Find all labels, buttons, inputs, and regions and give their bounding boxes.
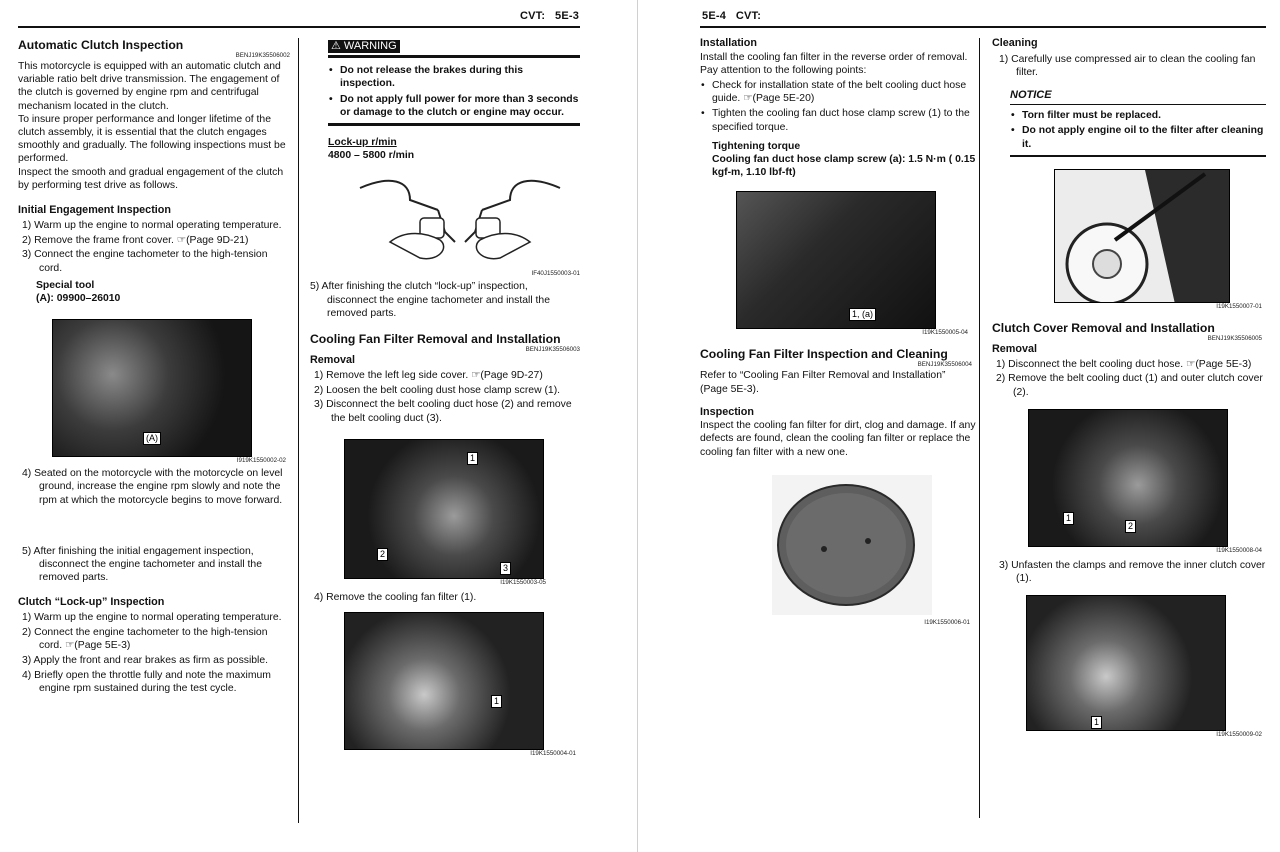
warning-bar xyxy=(328,123,580,126)
photo-callout: 2 xyxy=(1125,520,1136,533)
section-code: BENJ19K35506003 xyxy=(525,346,580,354)
step-item: 3) Connect the engine tachometer to the high-tension cord. xyxy=(22,249,268,274)
step-item: 1) Carefully use compressed air to clean the cooling fan filter. xyxy=(999,53,1256,78)
warning-item: • Do not apply full power for more than 3 seconds or damage to the clutch or engine may occur. xyxy=(328,93,580,119)
air-cleaning-drawing xyxy=(1055,170,1230,303)
header-rule xyxy=(700,26,1266,28)
step-list xyxy=(314,369,580,425)
subsection-title: Cleaning xyxy=(992,37,1038,49)
left-page xyxy=(0,0,637,852)
step-list xyxy=(22,219,290,275)
step-item: 3) Unfasten the clamps and remove the inner clutch cover (1). xyxy=(999,559,1266,585)
step-item: 1) Remove the left leg side cover. ☞(Page 9D-27) xyxy=(314,370,543,382)
section-code: BENJ19K35506004 xyxy=(917,361,972,369)
section-title: Automatic Clutch Inspection xyxy=(18,38,184,52)
step-list xyxy=(22,467,290,584)
step-item: 2) Loosen the belt cooling dust hose clamp screw (1). xyxy=(314,384,561,396)
section-title: Cooling Fan Filter Inspection and Cleaning xyxy=(700,347,948,362)
lockup-label: Lock-up r/min xyxy=(328,137,397,149)
photo-callout: 1 xyxy=(491,695,502,708)
column-divider xyxy=(979,38,980,818)
notice-label: NOTICE xyxy=(1010,89,1266,105)
figure-code: I19K1550007-01 xyxy=(1216,302,1262,310)
figure-code: I19K1550003-05 xyxy=(500,578,546,586)
figure-code: I19K1550006-01 xyxy=(924,618,970,626)
paragraph: To insure proper performance and longer lifetime of the clutch assembly, it is essential that the clutch engages smoothly and gradually. The following inspections must be performed. xyxy=(18,113,286,165)
section-title: Clutch Cover Removal and Installation xyxy=(992,320,1215,335)
figure-code: I19K1550005-04 xyxy=(922,329,968,337)
step-item: 2) Remove the belt cooling duct (1) and outer clutch cover (2). xyxy=(996,373,1263,398)
step-item: 2) Connect the engine tachometer to the high-tension cord. ☞(Page 5E-3) xyxy=(22,627,268,652)
bullet-item: • Tighten the cooling fan duct hose clamp screw (1) to the specified torque. xyxy=(700,107,976,133)
left-header xyxy=(520,10,579,22)
photo-callout: (A) xyxy=(143,432,161,445)
torque-value: Cooling fan duct hose clamp screw (a): 1.5 N·m ( 0.15 kgf-m, 1.10 lbf-ft) xyxy=(712,153,976,179)
header-page-number: 5E-4 xyxy=(702,10,727,22)
notice-item: • Torn filter must be replaced. xyxy=(1010,109,1266,122)
subsection-title: Removal xyxy=(992,342,1038,355)
photo-fan-filter xyxy=(344,612,544,750)
section-code: BENJ19K35506002 xyxy=(235,52,290,59)
notice-list xyxy=(1010,109,1266,151)
section-title: Cooling Fan Filter Removal and Installation xyxy=(310,332,561,347)
left-column-2 xyxy=(310,40,580,758)
step-item: 1) Warm up the engine to normal operating temperature. xyxy=(22,220,282,232)
photo-callout: 1, (a) xyxy=(849,308,876,321)
warning-list xyxy=(328,64,580,119)
step-item: 3) Disconnect the belt cooling duct hose (2) and remove the belt cooling duct (3). xyxy=(314,399,572,424)
paragraph: Refer to “Cooling Fan Filter Removal and Installation” (Page 5E-3). xyxy=(700,370,946,395)
photo-clamp-screw xyxy=(736,191,936,329)
photo-inner-cover xyxy=(1026,595,1226,731)
header-section: CVT: xyxy=(520,10,546,22)
subsection-title: Installation xyxy=(700,37,757,49)
photo-tachometer xyxy=(52,319,252,457)
photo-callout: 3 xyxy=(500,562,511,575)
photo-outer-cover xyxy=(1028,409,1228,547)
figure-code: IF40J1550003-01 xyxy=(531,270,580,278)
figure-code: I19K1550008-04 xyxy=(1216,546,1262,554)
section-code: BENJ19K35506005 xyxy=(1207,334,1262,342)
lockup-value: 4800 – 5800 r/min xyxy=(328,150,415,162)
paragraph: This motorcycle is equipped with an automatic clutch and variable ratio belt drive transmission. The engagement of the clutch is governed by engine rpm and centrifugal mechanism located in the clutch. xyxy=(18,61,281,112)
photo-callout: 2 xyxy=(377,548,388,561)
step-list xyxy=(996,358,1266,399)
warning-label: ⚠ WARNING xyxy=(328,40,400,53)
right-header xyxy=(702,10,761,22)
warning-item: • Do not release the brakes during this inspection. xyxy=(328,64,580,90)
step-item: 5) After finishing the initial engagement inspection, disconnect the engine tachometer and install the removed parts. xyxy=(22,545,262,584)
figure-code: I19K1550009-02 xyxy=(1216,731,1262,739)
step-item: 3) Apply the front and rear brakes as firm as possible. xyxy=(22,655,269,667)
subsection-title: Removal xyxy=(310,354,356,367)
step-item: 4) Seated on the motorcycle with the motorcycle on level ground, increase the engine rpm slowly and note the rpm at which the motorcycle begins to move forward. xyxy=(22,468,283,506)
step-item: 5) After finishing the clutch “lock-up” inspection, disconnect the engine tachometer and install the removed parts. xyxy=(310,281,550,319)
right-column-2 xyxy=(992,37,1266,739)
paragraph: Inspect the cooling fan filter for dirt, clog and damage. If any defects are found, clean the cooling fan filter or replace the cooling fan filter with a new one. xyxy=(700,420,976,458)
left-column-1 xyxy=(18,38,290,695)
subsection-title: Inspection xyxy=(700,405,754,418)
header-section: CVT: xyxy=(735,10,762,22)
figure-code: I919K1550002-02 xyxy=(236,457,286,465)
step-item: 2) Remove the frame front cover. ☞(Page 9D-21) xyxy=(22,234,249,246)
notice-rule xyxy=(1010,155,1266,157)
step-item: 1) Warm up the engine to normal operating temperature. xyxy=(22,612,282,624)
photo-callout: 1 xyxy=(467,452,478,465)
lockup-block xyxy=(328,136,580,162)
subsection-title: Clutch “Lock-up” Inspection xyxy=(18,596,165,609)
notice-item: • Do not apply engine oil to the filter after cleaning it. xyxy=(1010,124,1266,150)
step-item: 1) Disconnect the belt cooling duct hose. ☞(Page 5E-3) xyxy=(996,358,1252,370)
photo-callout: 1 xyxy=(1091,716,1102,729)
header-rule xyxy=(18,26,580,28)
photo-air-cleaning xyxy=(1054,169,1230,303)
paragraph: Install the cooling fan filter in the reverse order of removal. Pay attention to the following points: xyxy=(700,51,968,76)
torque-label: Tightening torque xyxy=(712,140,801,152)
warning-bar xyxy=(328,55,580,58)
paragraph: Inspect the smooth and gradual engagement of the clutch by performing test drive as follows. xyxy=(18,166,284,191)
subsection-title: Initial Engagement Inspection xyxy=(18,204,171,217)
step-list xyxy=(22,611,290,695)
photo-callout: 1 xyxy=(1063,512,1074,525)
step-item: 4) Remove the cooling fan filter (1). xyxy=(314,591,477,603)
right-column-1 xyxy=(700,37,976,627)
figure-code: I19K1550004-01 xyxy=(530,750,576,758)
special-tool-label: Special tool xyxy=(36,279,95,291)
bullet-item: • Check for installation state of the belt cooling duct hose guide. ☞(Page 5E-20) xyxy=(700,79,976,105)
brake-handles-diagram xyxy=(350,170,570,270)
column-divider xyxy=(298,38,299,823)
step-item: 4) Briefly open the throttle fully and note the maximum engine rpm sustained during the test cycle. xyxy=(22,669,271,694)
photo-cooling-duct xyxy=(344,439,544,579)
torque-block xyxy=(712,140,976,180)
special-tool-block xyxy=(36,279,290,305)
filter-disc-image xyxy=(772,475,932,615)
right-page xyxy=(638,0,1280,852)
bullet-list xyxy=(700,79,976,134)
special-tool-value: (A): 09900–26010 xyxy=(36,293,121,305)
header-page-number: 5E-3 xyxy=(555,10,580,22)
